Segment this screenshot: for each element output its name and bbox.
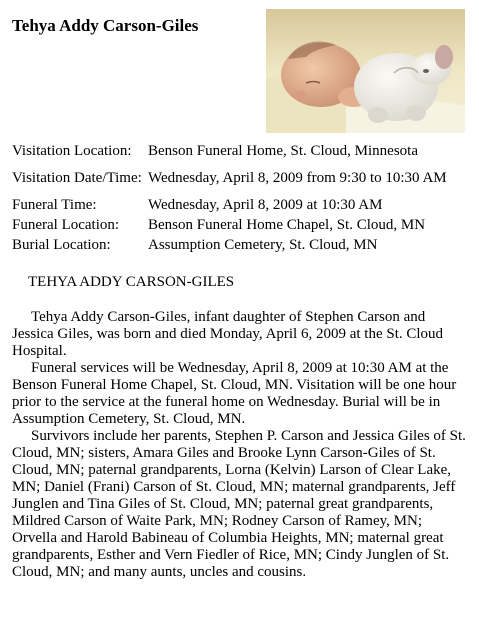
detail-label: Burial Location: — [12, 236, 111, 253]
obituary-paragraph: Tehya Addy Carson-Giles, infant daughter of Stephen Carson and Jessica Giles, was born and died Monday, April 6, 2009 at the St. Cloud Hospital. — [12, 309, 444, 359]
detail-label: Visitation Location: — [12, 142, 132, 159]
page-title: Tehya Addy Carson-Giles — [12, 16, 199, 35]
detail-row-visitation-location — [12, 141, 447, 161]
baby-photo — [266, 9, 465, 133]
obituary-heading: TEHYA ADDY CARSON-GILES — [28, 274, 235, 290]
detail-label: Visitation Date/Time: — [12, 169, 142, 186]
detail-row-funeral-time — [12, 195, 447, 215]
baby-with-plush-lamb-image — [266, 9, 465, 133]
detail-value: Benson Funeral Home, St. Cloud, Minnesota — [148, 142, 418, 159]
detail-row-burial-location — [12, 235, 447, 255]
obituary-paragraph: Survivors include her parents, Stephen P. Carson and Jessica Giles of St. Cloud, MN; sisters, Amara Giles and Brooke Lynn Carson-Giles of St. Cloud, MN; paternal grandparents, Lorna (Kelvin) Larson of Clear Lake, MN; Daniel (Frani) Carson of St. Cloud, MN; maternal grandparents, Jeff Junglen and Tina Giles of St. Cloud, MN; paternal great grandparents, Mildred Carson of Waite Park, MN; Rodney Carson of Ramey, MN; Orvella and Harold Babineau of Columbia Heights, MN; maternal great grandparents, Esther and Vern Fiedler of Rice, MN; Cindy Junglen of St. Cloud, MN; and many aunts, uncles and cousins. — [12, 428, 466, 580]
detail-value: Wednesday, April 8, 2009 from 9:30 to 10:30 AM — [148, 169, 447, 186]
detail-value: Benson Funeral Home Chapel, St. Cloud, MN — [148, 216, 426, 233]
obituary-paragraph: Funeral services will be Wednesday, April 8, 2009 at 10:30 AM at the Benson Funeral Home Chapel, St. Cloud, MN. Visitation will be one hour prior to the service at the funeral home on Wednesday. Burial will be in Assumption Cemetery, St. Cloud, MN. — [12, 360, 457, 427]
detail-label: Funeral Time: — [12, 196, 97, 213]
detail-value: Assumption Cemetery, St. Cloud, MN — [148, 236, 378, 253]
detail-label: Funeral Location: — [12, 216, 120, 233]
obituary-body — [12, 309, 468, 581]
detail-value: Wednesday, April 8, 2009 at 10:30 AM — [148, 196, 383, 213]
detail-row-funeral-location — [12, 215, 447, 235]
detail-row-visitation-date — [12, 161, 447, 195]
service-details-table — [12, 141, 447, 255]
